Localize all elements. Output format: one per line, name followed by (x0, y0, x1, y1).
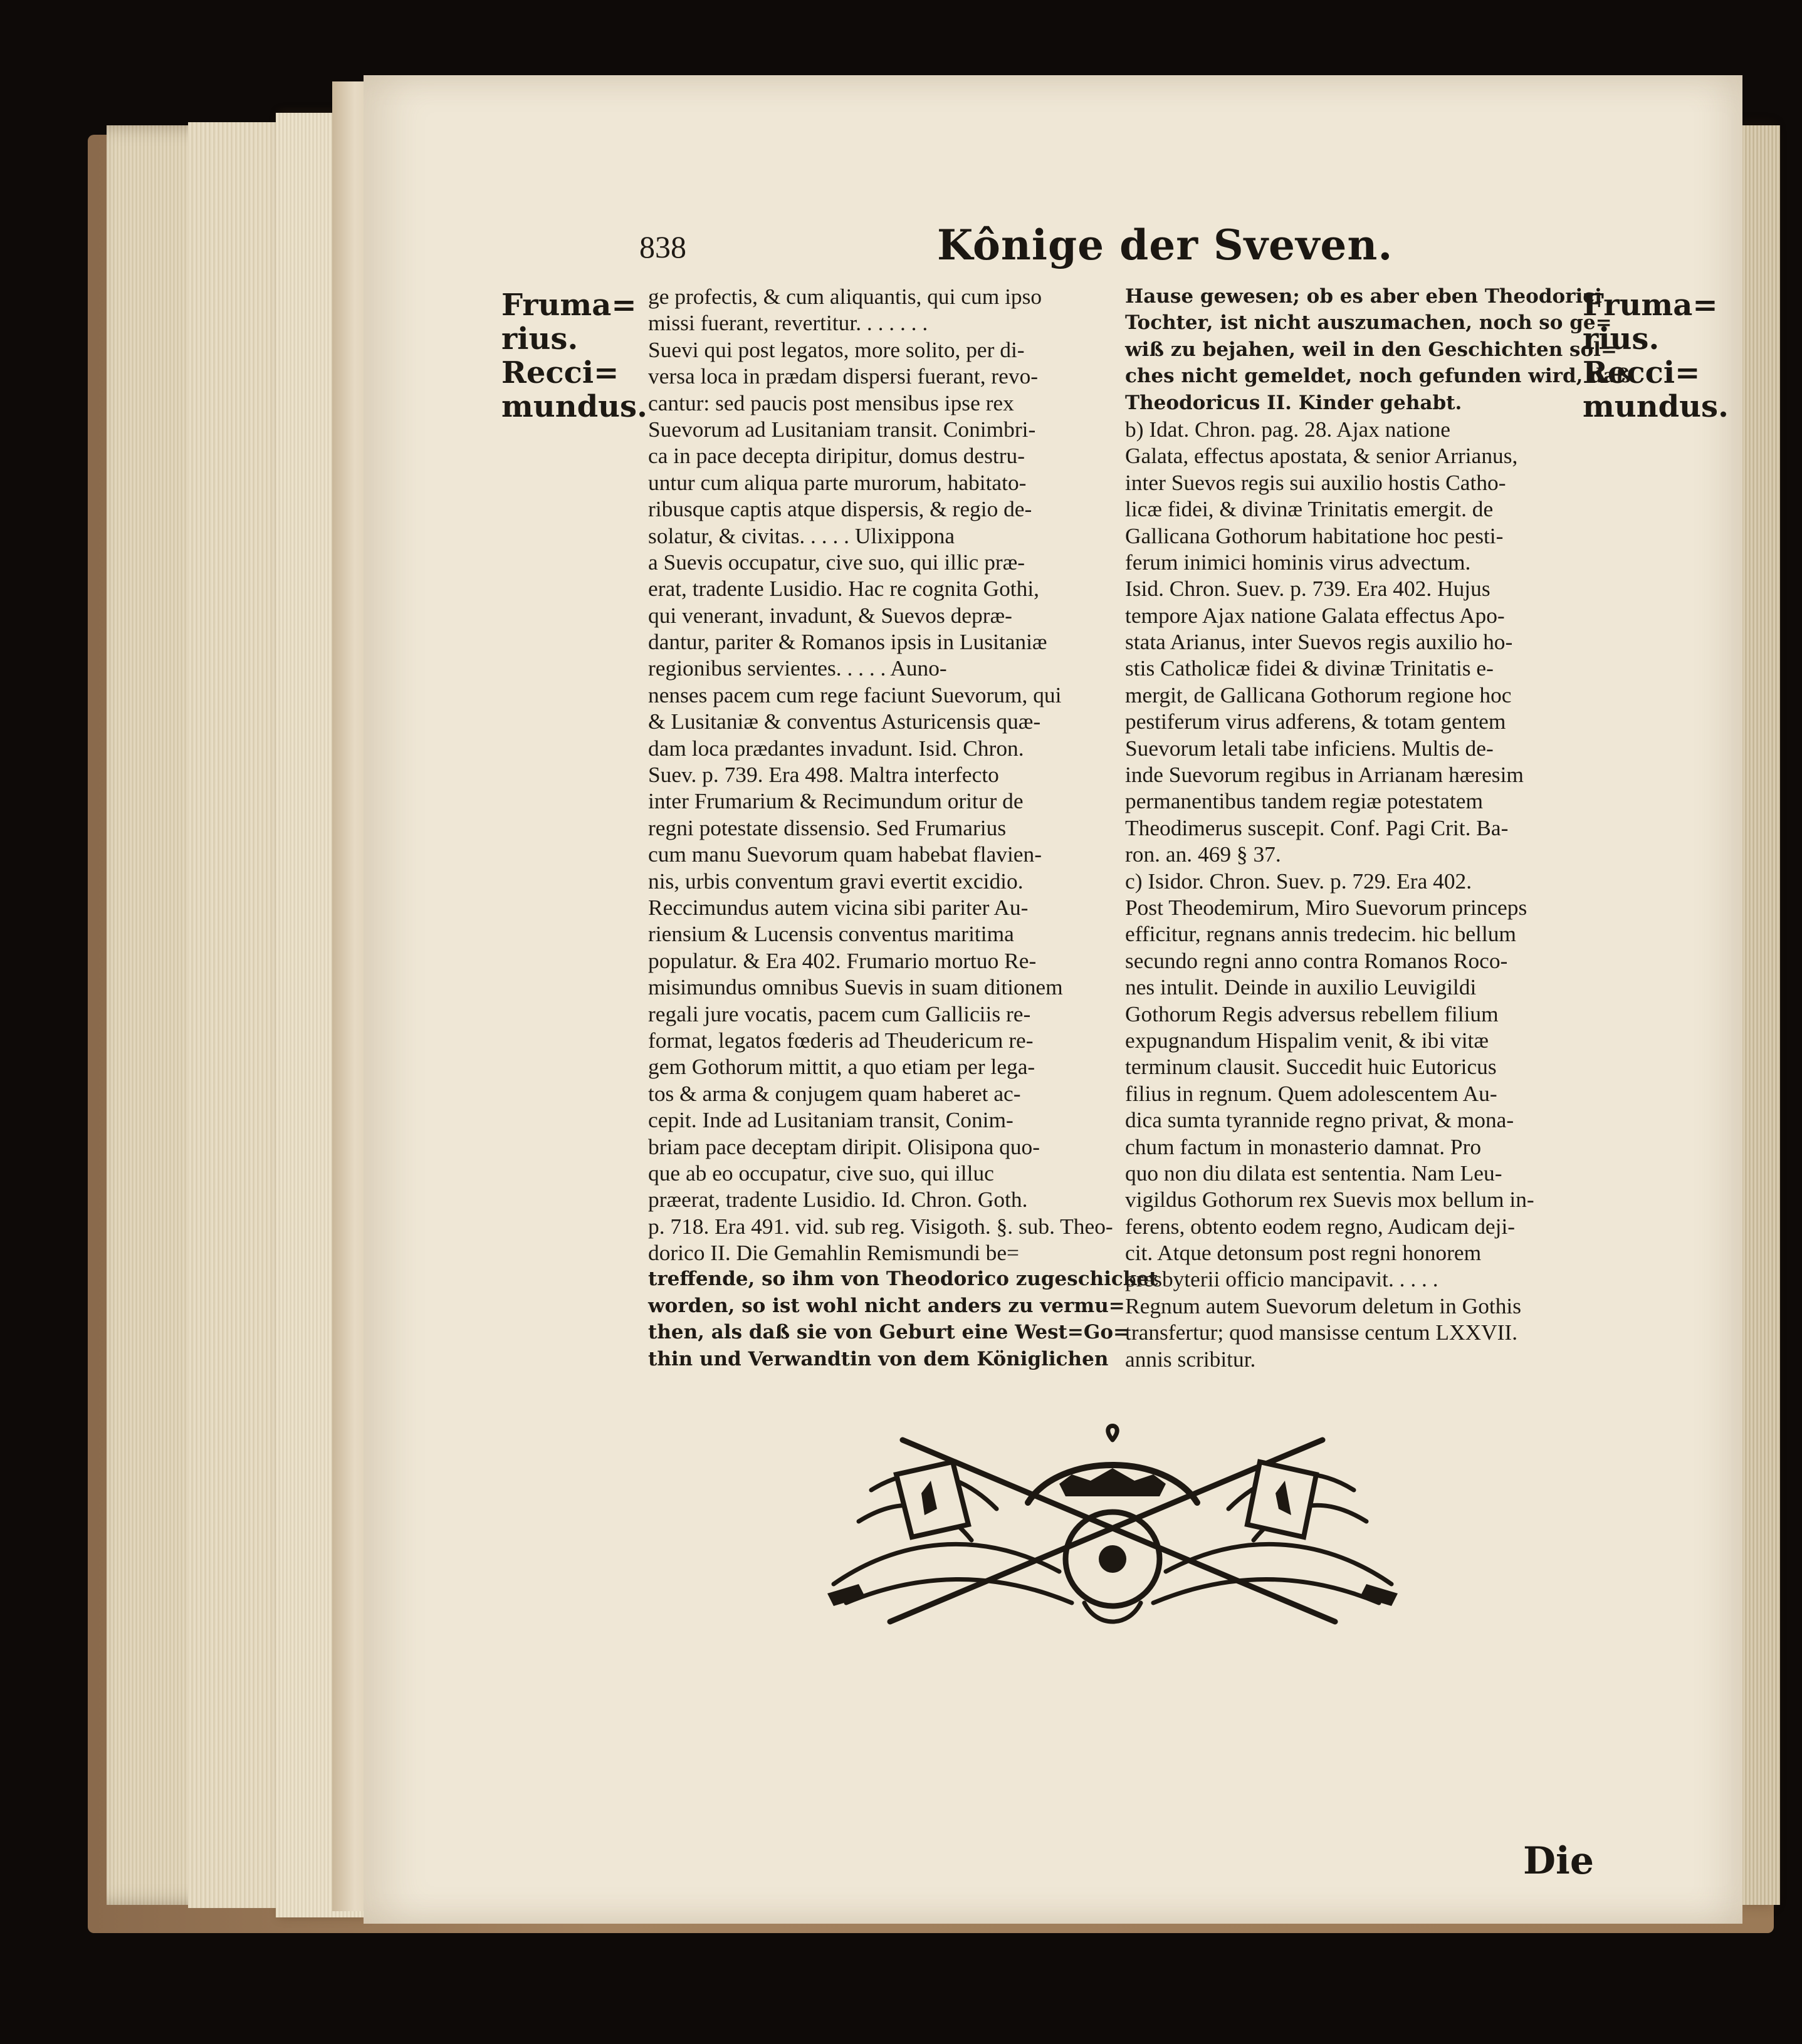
text-line: mergit, de Gallicana Gothorum regione hoc (1125, 682, 1512, 707)
text-line: transfertur; quod mansisse centum LXXVII. (1125, 1320, 1518, 1345)
text-line: Suevorum ad Lusitaniam transit. Conimbri- (648, 416, 1036, 442)
text-column-left (648, 283, 1158, 1372)
text-line: briam pace deceptam diripit. Olisipona quo- (648, 1134, 1040, 1159)
text-line: untur cum aliqua parte murorum, habitato- (648, 469, 1027, 495)
text-line: terminum clausit. Succedit huic Eutoricus (1125, 1054, 1497, 1080)
text-line: Suevorum letali tabe inficiens. Multis de- (1125, 735, 1494, 761)
text-line: Theodoricus II. Kinder gehabt. (1125, 391, 1462, 414)
text-line: quo non diu dilata est sententia. Nam Leu- (1125, 1160, 1502, 1186)
text-line: dorico II. Die Gemahlin Remismundi be= (648, 1240, 1019, 1266)
woodcut-ornament (821, 1415, 1404, 1653)
text-line: ca in pace decepta diripitur, domus destru- (648, 443, 1025, 469)
text-line: tempore Ajax natione Galata effectus Apo- (1125, 602, 1505, 628)
text-line: then, als daß sie von Geburt eine West=Go= (648, 1321, 1129, 1344)
text-line: Isid. Chron. Suev. p. 739. Era 402. Hujus (1125, 576, 1490, 602)
text-line: b) Idat. Chron. pag. 28. Ajax natione (1125, 416, 1450, 442)
text-line: inde Suevorum regibus in Arrianam hæresim (1125, 762, 1524, 788)
text-line: regali jure vocatis, pacem cum Galliciis re- (648, 1001, 1031, 1026)
text-line: Gallicana Gothorum habitatione hoc pesti- (1125, 523, 1504, 548)
text-line: erat, tradente Lusidio. Hac re cognita Gothi, (648, 576, 1040, 602)
text-line: efficitur, regnans annis tredecim. hic bellum (1125, 921, 1516, 947)
text-line: riensium & Lucensis conventus maritima (648, 921, 1014, 947)
text-line: stis Catholicæ fidei & divinæ Trinitatis e- (1125, 655, 1494, 681)
text-line: cantur: sed paucis post mensibus ipse rex (648, 390, 1014, 415)
text-line: ron. an. 469 § 37. (1125, 842, 1281, 867)
text-line: Theodimerus suscepit. Conf. Pagi Crit. Ba- (1125, 815, 1509, 840)
text-line: inter Frumarium & Recimundum oritur de (648, 788, 1024, 814)
text-line: Regnum autem Suevorum deletum in Gothis (1125, 1293, 1522, 1318)
text-line: tos & arma & conjugem quam haberet ac- (648, 1080, 1021, 1106)
text-line: thin und Verwandtin von dem Königlichen (648, 1347, 1109, 1370)
text-line: stata Arianus, inter Suevos regis auxilio ho- (1125, 629, 1513, 655)
text-line: inter Suevos regis sui auxilio hostis Catho- (1125, 469, 1506, 495)
text-line: worden, so ist wohl nicht anders zu vermu= (648, 1294, 1125, 1317)
margin-note-line: mundus. (501, 389, 647, 424)
text-line: licæ fidei, & divinæ Trinitatis emergit. de (1125, 496, 1494, 522)
text-line: ferens, obtento eodem regno, Audicam deji- (1125, 1213, 1516, 1239)
margin-note-line: mundus. (1583, 389, 1729, 424)
margin-note-line: Recci= (501, 355, 619, 390)
text-line: format, legatos fœderis ad Theudericum re- (648, 1027, 1034, 1053)
text-line: Suev. p. 739. Era 498. Maltra interfecto (648, 762, 999, 788)
text-line: regni potestate dissensio. Sed Frumarius (648, 815, 1007, 840)
text-line: Reccimundus autem vicina sibi pariter Au- (648, 894, 1029, 920)
text-line: c) Isidor. Chron. Suev. p. 729. Era 402. (1125, 868, 1472, 894)
facing-page-edge (1742, 125, 1780, 1905)
text-line: chum factum in monasterio damnat. Pro (1125, 1134, 1482, 1159)
text-line: versa loca in prædam dispersi fuerant, revo- (648, 363, 1039, 389)
catchword: Die (1523, 1839, 1594, 1883)
text-line: præerat, tradente Lusidio. Id. Chron. Goth. (648, 1187, 1028, 1212)
text-line: que ab eo occupatur, cive suo, qui illuc (648, 1160, 994, 1186)
text-line: dam loca prædantes invadunt. Isid. Chron. (648, 735, 1024, 761)
text-line: treffende, so ihm von Theodorico zugeschicket (648, 1268, 1158, 1291)
text-line: nenses pacem cum rege faciunt Suevorum, qui (648, 682, 1062, 707)
text-line: populatur. & Era 402. Frumario mortuo Re- (648, 947, 1037, 973)
text-line: cum manu Suevorum quam habebat flavien- (648, 842, 1042, 867)
page-number: 838 (639, 229, 686, 264)
margin-note-left (501, 288, 647, 424)
text-line: pestiferum virus adferens, & totam gentem (1125, 709, 1506, 734)
text-line: expugnandum Hispalim venit, & ibi vitæ (1125, 1027, 1489, 1053)
text-line: cit. Atque detonsum post regni honorem (1125, 1240, 1482, 1266)
text-line: ribusque captis atque dispersis, & regio de- (648, 496, 1032, 522)
text-line: ches nicht gemeldet, noch gefunden wird, daß (1125, 365, 1631, 388)
text-line: a Suevis occupatur, cive suo, qui illic præ- (648, 549, 1025, 575)
margin-note-line: Fruma= (1583, 288, 1718, 323)
text-line: cepit. Inde ad Lusitaniam transit, Conim- (648, 1107, 1014, 1133)
running-title: Kônige der Sveven. (937, 221, 1393, 269)
text-line: presbyterii officio mancipavit. . . . . (1125, 1266, 1438, 1292)
margin-note-line: rius. (501, 321, 579, 357)
text-line: Gothorum Regis adversus rebellem filium (1125, 1001, 1499, 1026)
text-line: & Lusitaniæ & conventus Asturicensis quæ- (648, 709, 1041, 734)
text-line: qui venerant, invadunt, & Suevos depræ- (648, 602, 1012, 628)
text-line: missi fuerant, revertitur. . . . . . . (648, 310, 928, 336)
text-line: Post Theodemirum, Miro Suevorum princeps (1125, 894, 1527, 920)
text-line: filius in regnum. Quem adolescentem Au- (1125, 1080, 1497, 1106)
margin-note-line: Fruma= (501, 288, 637, 323)
margin-note-line: rius. (1583, 321, 1660, 357)
margin-note-line: Recci= (1583, 355, 1700, 390)
text-line: permanentibus tandem regiæ potestatem (1125, 788, 1484, 814)
text-line: dica sumta tyrannide regno privat, & mona- (1125, 1107, 1514, 1133)
text-line: vigildus Gothorum rex Suevis mox bellum in- (1125, 1187, 1534, 1212)
text-line: Tochter, ist nicht auszumachen, noch so ge= (1125, 311, 1612, 335)
text-line: solatur, & civitas. . . . . Ulixippona (648, 523, 955, 548)
text-line: gem Gothorum mittit, a quo etiam per lega- (648, 1054, 1035, 1080)
text-line: dantur, pariter & Romanos ipsis in Lusitaniæ (648, 629, 1047, 655)
text-line: nis, urbis conventum gravi evertit excidio. (648, 868, 1024, 894)
text-line: ferum inimici hominis virus advectum. (1125, 549, 1471, 575)
text-line: Suevi qui post legatos, more solito, per di- (648, 336, 1025, 362)
text-line: Galata, effectus apostata, & senior Arrianus, (1125, 443, 1518, 469)
text-line: nes intulit. Deinde in auxilio Leuvigildi (1125, 974, 1477, 1000)
text-line: Hause gewesen; ob es aber eben Theodorici (1125, 285, 1602, 308)
text-line: p. 718. Era 491. vid. sub reg. Visigoth. §. sub. Theo- (648, 1213, 1113, 1239)
text-line: secundo regni anno contra Romanos Roco- (1125, 947, 1508, 973)
text-line: ge profectis, & cum aliquantis, qui cum ipso (648, 284, 1042, 309)
text-line: annis scribitur. (1125, 1346, 1256, 1372)
text-line: wiß zu bejahen, weil in den Geschichten sol= (1125, 338, 1617, 361)
text-line: misimundus omnibus Suevis in suam ditionem (648, 974, 1063, 1000)
text-line: regionibus servientes. . . . . Auno- (648, 655, 947, 681)
